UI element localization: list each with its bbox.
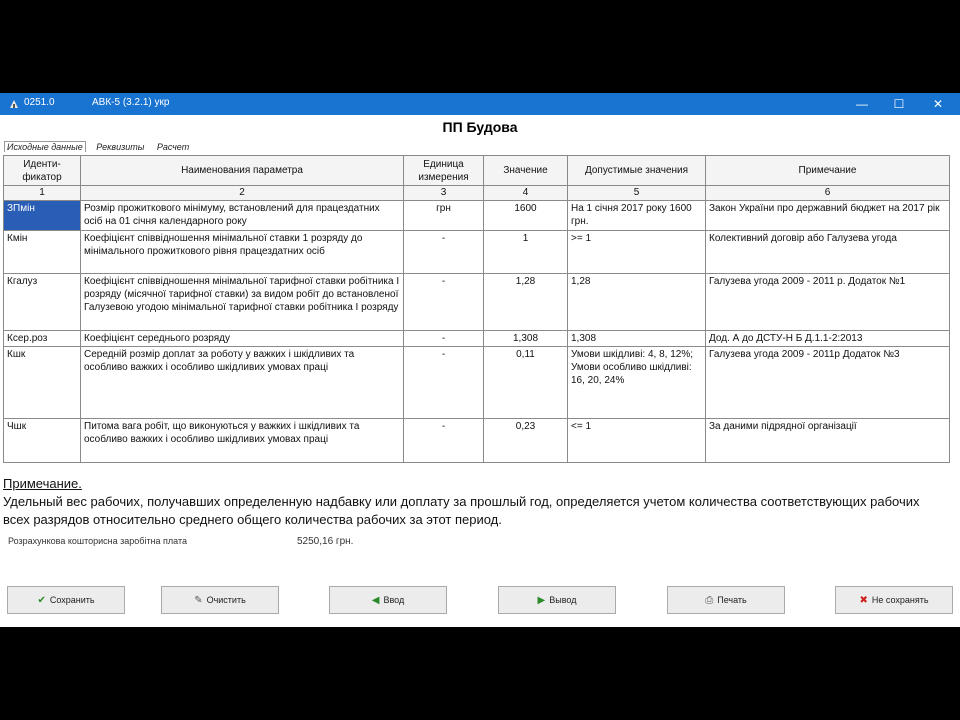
col-number: 1 xyxy=(4,186,81,201)
table-row[interactable] xyxy=(4,274,950,331)
table-row[interactable] xyxy=(4,347,950,419)
cell-unit[interactable]: грн xyxy=(404,201,484,231)
cell-note[interactable]: Закон України про державний бюджет на 2017 рік xyxy=(706,201,950,231)
cell-note[interactable]: За даними підрядної організації xyxy=(706,419,950,463)
output-label: Вывод xyxy=(549,595,577,605)
calc-label: Розрахункова кошторисна заробітна плата xyxy=(8,536,188,546)
save-button[interactable] xyxy=(7,586,125,614)
cell-name[interactable]: Коефіцієнт співвідношення мінімальної тарифної ставки робітника I розряду (місячної тарифної ставки) за видом робіт до встановленої Галузевою угодою мінімальної тарифної ставки робітника I розряду xyxy=(81,274,404,331)
output-arrow-icon: ▶ xyxy=(537,594,546,606)
cell-value[interactable]: 1,28 xyxy=(484,274,568,331)
cell-id[interactable]: Ксер.роз xyxy=(4,331,81,347)
print-button[interactable] xyxy=(667,586,785,614)
close-button[interactable]: ✕ xyxy=(932,97,944,111)
output-button[interactable] xyxy=(498,586,616,614)
cell-id[interactable]: ЗПмін xyxy=(4,201,81,231)
table-row[interactable] xyxy=(4,231,950,274)
cell-unit[interactable]: - xyxy=(404,347,484,419)
parameters-table xyxy=(3,155,950,463)
col-header-unit[interactable]: Единица измерения xyxy=(404,156,484,186)
tab-requisites[interactable]: Реквизиты xyxy=(96,142,145,152)
note-title: Примечание. xyxy=(3,476,82,491)
cell-name[interactable]: Розмір прожиткового мінімуму, встановлений для працездатних осіб на 01 січня календарного року xyxy=(81,201,404,231)
cell-allowed[interactable]: >= 1 xyxy=(568,231,706,274)
col-number: 4 xyxy=(484,186,568,201)
cell-value[interactable]: 1 xyxy=(484,231,568,274)
cell-id[interactable]: Чшк xyxy=(4,419,81,463)
cell-value[interactable]: 0,11 xyxy=(484,347,568,419)
no-save-button[interactable] xyxy=(835,586,953,614)
table-row[interactable] xyxy=(4,331,950,347)
cell-value[interactable]: 1,308 xyxy=(484,331,568,347)
cancel-x-icon: ✖ xyxy=(859,594,868,606)
eraser-icon: ✎ xyxy=(194,594,203,606)
cell-note[interactable]: Галузева угода 2009 - 2011 р. Додаток №1 xyxy=(706,274,950,331)
print-label: Печать xyxy=(717,595,747,605)
table-header-row xyxy=(4,156,950,186)
cell-value[interactable]: 0,23 xyxy=(484,419,568,463)
tab-calculation[interactable]: Расчет xyxy=(156,142,190,152)
input-arrow-icon: ◀ xyxy=(371,594,380,606)
calc-value: 5250,16 грн. xyxy=(297,536,354,547)
cell-name[interactable]: Коефіцієнт співвідношення мінімальної ставки 1 розряду до мінімального прожиткового рівня працездатних осіб xyxy=(81,231,404,274)
cell-id[interactable]: Кмін xyxy=(4,231,81,274)
col-number: 2 xyxy=(81,186,404,201)
col-header-allowed[interactable]: Допустимые значения xyxy=(568,156,706,186)
col-header-id[interactable]: Иденти-фикатор xyxy=(4,156,81,186)
cell-id[interactable]: Кгалуз xyxy=(4,274,81,331)
note-block xyxy=(3,475,949,529)
note-text: Удельный вес рабочих, получавших определенную надбавку или доплату за прошлый год, определяется учетом количества соответствующих рабочих всех разрядов относительно среднего общего количества рабочих за этот период. xyxy=(3,494,920,527)
cell-name[interactable]: Питома вага робіт, що виконуються у важких і шкідливих та особливо важких і особливо шкідливих умовах праці xyxy=(81,419,404,463)
col-header-value[interactable]: Значение xyxy=(484,156,568,186)
cell-allowed[interactable]: 1,28 xyxy=(568,274,706,331)
minimize-button[interactable]: — xyxy=(856,97,868,111)
printer-icon: ⎙ xyxy=(705,594,714,606)
tab-bar xyxy=(4,141,197,155)
no-save-label: Не сохранять xyxy=(871,595,929,605)
cell-unit[interactable]: - xyxy=(404,419,484,463)
cell-unit[interactable]: - xyxy=(404,274,484,331)
app-window xyxy=(0,93,960,627)
cell-allowed[interactable]: Умови шкідливі: 4, 8, 12%; Умови особливо шкідливі: 16, 20, 24% xyxy=(568,347,706,419)
save-label: Сохранить xyxy=(49,595,95,605)
column-number-row xyxy=(4,186,950,201)
table-row[interactable] xyxy=(4,201,950,231)
page-title: ПП Будова xyxy=(442,119,518,135)
cell-note[interactable]: Галузева угода 2009 - 2011р Додаток №3 xyxy=(706,347,950,419)
col-number: 5 xyxy=(568,186,706,201)
title-bar[interactable] xyxy=(0,93,960,115)
cell-note[interactable]: Дод. А до ДСТУ-Н Б Д.1.1-2:2013 xyxy=(706,331,950,347)
input-button[interactable] xyxy=(329,586,447,614)
table-row[interactable] xyxy=(4,419,950,463)
tab-source-data[interactable]: Исходные данные xyxy=(4,141,86,152)
cell-name[interactable]: Середній розмір доплат за роботу у важких і шкідливих та особливо важких і особливо шкідливих умовах праці xyxy=(81,347,404,419)
check-icon: ✔ xyxy=(37,594,46,606)
cell-allowed[interactable]: <= 1 xyxy=(568,419,706,463)
cell-allowed[interactable]: На 1 січня 2017 року 1600 грн. xyxy=(568,201,706,231)
clear-label: Очистить xyxy=(206,595,246,605)
col-header-note[interactable]: Примечание xyxy=(706,156,950,186)
maximize-button[interactable]: ☐ xyxy=(893,97,905,111)
col-number: 6 xyxy=(706,186,950,201)
cell-value[interactable]: 1600 xyxy=(484,201,568,231)
cell-unit[interactable]: - xyxy=(404,231,484,274)
cell-allowed[interactable]: 1,308 xyxy=(568,331,706,347)
col-header-name[interactable]: Наименования параметра xyxy=(81,156,404,186)
cell-unit[interactable]: - xyxy=(404,331,484,347)
input-label: Ввод xyxy=(383,595,405,605)
app-icon xyxy=(8,98,20,110)
cell-note[interactable]: Колективний договір або Галузева угода xyxy=(706,231,950,274)
cell-name[interactable]: Коефіцієнт середнього розряду xyxy=(81,331,404,347)
button-bar xyxy=(0,579,960,619)
cell-id[interactable]: Кшк xyxy=(4,347,81,419)
clear-button[interactable] xyxy=(161,586,279,614)
window-title-code: 0251.0 xyxy=(24,97,55,108)
col-number: 3 xyxy=(404,186,484,201)
window-title-app: АВК-5 (3.2.1) укр xyxy=(92,97,170,108)
